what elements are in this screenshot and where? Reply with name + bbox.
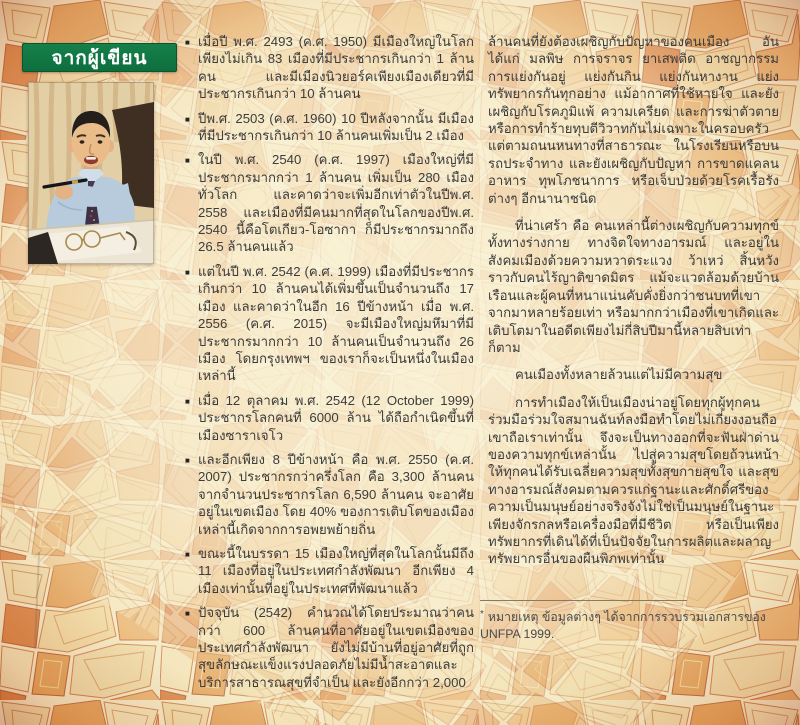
section-title: จากผู้เขียน: [51, 47, 148, 69]
footnote-text: หมายเหตุ ข้อมูลต่างๆ ได้จากการรวบรวมเอกสารของ UNFPA 1999.: [480, 610, 766, 641]
fact-item: [185, 604, 474, 691]
fact-item: [185, 392, 474, 444]
bullet-square-icon: ■: [185, 609, 190, 619]
fact-text: ปัจจุบัน (2542) คำนวณได้โดยประมาณว่าคนกว่า 600 ล้านคนที่อาศัยอยู่ในเขตเมืองของประเทศกำลังพัฒนา ยังไม่มีบ้านที่อยู่อาศัยที่ถูกสุขลักษณะแข็งแรงปลอดภัยไม่มีน้ำสะอาดและบริการสาธารณสุขที่จำเป็น และยังอีกกว่า 2,000: [198, 605, 474, 690]
fact-item: [185, 451, 474, 538]
fact-item: [185, 33, 474, 103]
fact-text: ในปี พ.ศ. 2540 (ค.ศ. 1997) เมืองใหญ่ที่มีประชากรมากกว่า 1 ล้านคน เพิ่มเป็น 280 เมืองทั่วโลก และคาดว่าจะเพิ่มอีกเท่าตัวในปีพ.ศ. 2558 และเมืองที่มีคนมากที่สุดในโลกของปีพ.ศ. 2540 นี้คือโตเกียว-โอซากา ก็มีประชากรมากถึง 26.5 ล้านคนแล้ว: [198, 152, 474, 255]
bullet-square-icon: ■: [185, 455, 190, 465]
footnote: [480, 600, 780, 642]
prose-paragraph: ที่น่าเศร้า คือ คนเหล่านี้ต่างเผชิญกับความทุกข์ ทั้งทางร่างกาย ทางจิตใจทางอารมณ์ และอยู่ในสังคมเมืองด้วยความหวาดระแวง ว้าเหว่ สิ้นหวัง ราวกับคนไร้ญาติขาดมิตร แม้จะแวดล้อมด้วยบ้านเรือนและผู้คนที่หนาแน่นคับคั่งยิ่งกว่าชนบทที่เขาจากมาหลายร้อยเท่า หรือมากกว่าเมืองที่เขาเกิดและเติบโตมาในอดีตเพียงไม่กี่สิบปีมานี้หลายสิบเท่าก็ตาม: [488, 218, 779, 355]
fact-text: เมื่อ 12 ตุลาคม พ.ศ. 2542 (12 October 1999) ประชากรโลกคนที่ 6000 ล้าน ได้ถือกำเนิดขึ้นที่เมืองซาราเจโว: [198, 392, 474, 443]
fact-item: [185, 545, 474, 597]
fact-item: [185, 110, 474, 145]
prose-column: [488, 33, 779, 578]
fact-item: [185, 151, 474, 255]
prose-paragraph: คนเมืองทั้งหลายล้วนแต่ไม่มีความสุข: [515, 367, 723, 383]
footnote-asterisk: *: [480, 609, 484, 620]
hand: [55, 185, 73, 200]
section-title-banner: [22, 43, 177, 72]
prose-paragraph: การทำเมืองให้เป็นเมืองน่าอยู่โดยทุกผู้ทุกคนร่วมมือร่วมใจสมานฉันท์ลงมือทำโดยไม่เกี่ยงงอนถือเขาถือเราเท่านั้น จึงจะเป็นทางออกที่จะฟันฝ่าด่านของความทุกข์เหล่านั้น ไปสู่ความสุขโดยถ้วนหน้าให้ทุกคนได้รับเฉลี่ยความสุขทั้งสุขกายสุขใจ และสุขทางอารมณ์สังคมตามควรแก่ฐานะและศักดิ์ศรีของความเป็นมนุษย์อย่างจริงจังไม่ใช่เป็นมนุษย์ในฐานะเพียงจักรกลหรือเครื่องมือที่มีชีวิต หรือเป็นเพียงทรัพยากรที่เดินได้ที่เป็นปัจจัยในการผลิตและผลาญทรัพยากรอื่นของผืนพิภพเท่านั้น: [488, 394, 779, 567]
facts-list: [185, 33, 474, 691]
bullet-square-icon: ■: [185, 396, 190, 406]
fact-text: เมื่อปี พ.ศ. 2493 (ค.ศ. 1950) มีเมืองใหญ่ในโลกเพียงไม่เกิน 83 เมืองที่มีประชากรเกินกว่า 1 ล้านคน และมีเมืองนิวยอร์คเพียงเมืองเดียวที่มีประชากรเกินกว่า 10 ล้านคน: [198, 34, 474, 102]
bullet-square-icon: ■: [185, 114, 190, 124]
fact-text: ขณะนี้ในบรรดา 15 เมืองใหญ่ที่สุดในโลกนั้นมีถึง 11 เมืองที่อยู่ในประเทศกำลังพัฒนา อีกเพียง 4 เมืองเท่านั้นที่อยู่ในประเทศที่พัฒนาแล้ว: [198, 545, 474, 596]
fact-text: และอีกเพียง 8 ปีข้างหน้า คือ พ.ศ. 2550 (ค.ศ. 2007) ประชากรกว่าครึ่งโลก คือ 3,300 ล้านคนจากจำนวนประชากรโลก 6,590 ล้านคน จะอาศัยอยู่ในเขตเมือง โดย 40% ของการเติบโตของเมืองเหล่านี้เกิดจากการอพยพย้ายถิ่น: [198, 451, 474, 537]
bullet-square-icon: ■: [185, 549, 190, 559]
bullet-square-icon: ■: [185, 267, 190, 277]
prose-paragraph: ล้านคนที่ยังต้องเผชิญกับปัญหาของคนเมือง อันได้แก่ มลพิษ การจราจร ยาเสพติด อาชญากรรม การแย่งกันอยู่ แย่งกันกิน แย่งกันหางาน แย่งทรัพยากรกันทุกอย่าง แม้อากาศที่ใช้หายใจ และยังเผชิญกับโรคภูมิแพ้ ความเครียด และการฆ่าตัวตาย หรือการทำร้ายทุบตีวิวาทกันไม่เฉพาะในครอบครัว แต่ตามถนนหนทางที่สาธารณะ ในโรงเรียนหรือบนรถประจำทาง และยังเผชิญกับปัญหา การขาดแคลนอาหาร ทุพโภชนาการ หรือเจ็บป่วยด้วยโรคเรื้อรังต่างๆ อีกนานาชนิด: [488, 34, 779, 206]
author-photo: [28, 82, 154, 264]
fact-item: [185, 263, 474, 385]
footnote-rule: [480, 600, 687, 601]
bullet-square-icon: ■: [185, 38, 190, 47]
fact-text: ปีพ.ศ. 2503 (ค.ศ. 1960) 10 ปีหลังจากนั้น มีเมืองที่มีประชากรเกินกว่า 10 ล้านคนเพิ่มเป็น 2 เมือง: [198, 110, 474, 144]
scan-artifact: [34, 552, 40, 648]
fact-text: แต่ในปี พ.ศ. 2542 (ค.ศ. 1999) เมืองที่มีประชากรเกินกว่า 10 ล้านคนได้เพิ่มขึ้นเป็นจำนวนถึง 17 เมือง และคาดว่าในอีก 16 ปีข้างหน้า เมื่อ พ.ศ. 2556 (ค.ศ. 2015) จะมีเมืองใหญ่มหึมาที่มีประชากรมากกว่า 10 ล้านคนเป็นจำนวนถึง 26 เมือง โดยกรุงเทพฯ ของเราก็จะเป็นหนึ่งในเมืองเหล่านี้: [198, 263, 474, 384]
facts-column: [185, 33, 474, 698]
bullet-square-icon: ■: [185, 156, 190, 166]
